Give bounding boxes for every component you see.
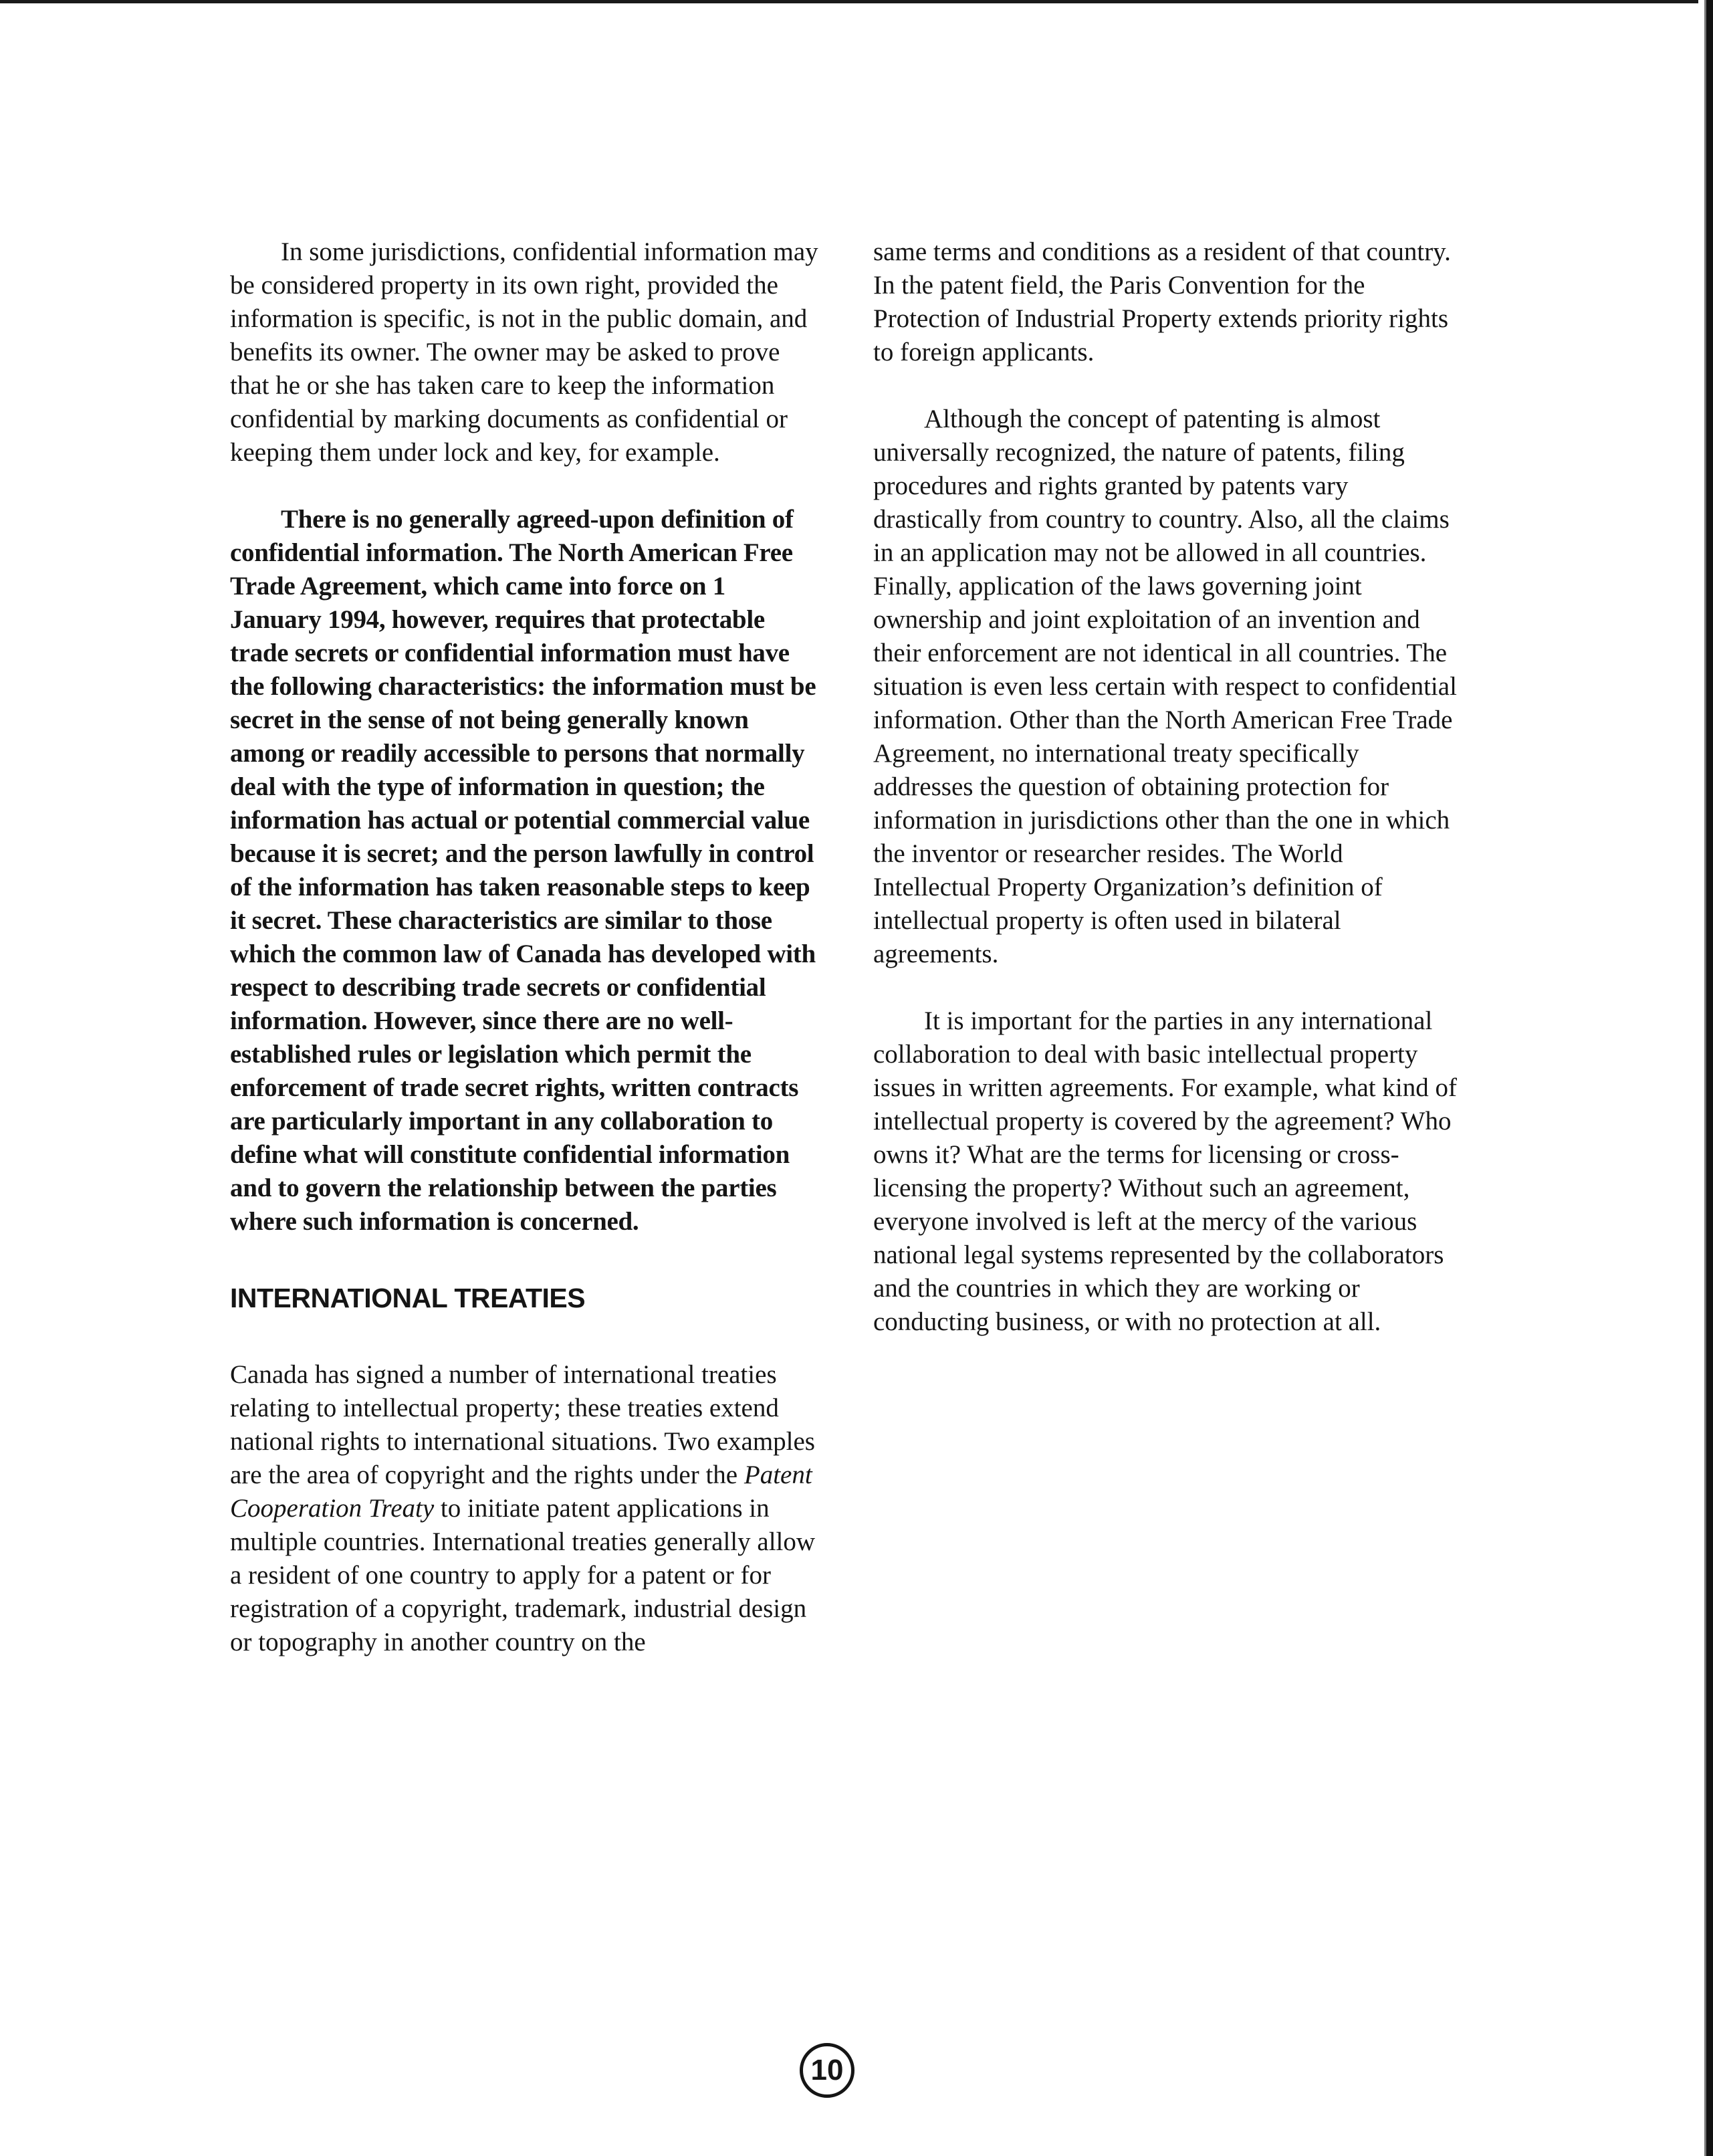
paragraph-text: Canada has signed a number of international treaties relating to intellectual property; these treaties extend national rights to international situations. Two examples are the area of copyright and the rights under the [230, 1360, 815, 1489]
paragraph-international-treaties [230, 1358, 818, 1659]
page-edge [1706, 0, 1713, 2156]
paragraph-patenting-concept: Although the concept of patenting is almost universally recognized, the nature of patents, filing procedures and rights granted by patents vary drastically from country to country. Also, all the claims in an application may not be allowed in all countries. Finally, application of the laws governing joint ownership and joint exploitation of an invention and their enforcement are not identical in all countries. The situation is even less certain with respect to confidential information. Other than the North American Free Trade Agreement, no international treaty specifically addresses the question of obtaining protection for information in jurisdictions other than the one in which the inventor or researcher resides. The World Intellectual Property Organization’s definition of intellectual property is often used in bilateral agreements. [873, 405, 1457, 968]
paragraph-written-agreements: It is important for the parties in any international collaboration to deal with basic intellectual property issues in written agreements. For example, what kind of intellectual property is covered by the agreement? Who owns it? What are the terms for licensing or cross-licensing the property? Without such an agreement, everyone involved is left at the mercy of the various national legal systems represented by the collaborators and the countries in which they are working or conducting business, or with no protection at all. [873, 1006, 1457, 1336]
paragraph-nafta-definition: There is no generally agreed-upon definition of confidential information. The North American Free Trade Agreement, which came into force on 1 January 1994, however, requires that protectable trade secrets or confidential information must have the following characteristics: the information must be secret in the sense of not being generally known among or readily accessible to persons that normally deal with the type of information in question; the information has actual or potential commercial value because it is secret; and the person lawfully in control of the information has taken reasonable steps to keep it secret. These characteristics are similar to those which the common law of Canada has developed with respect to describing trade secrets or confidential information. However, since there are no well-established rules or legislation which permit the enforcement of trade secret rights, written contracts are particularly important in any collaboration to define what will constitute confidential information and to govern the relationship between the parties where such information is concerned. [230, 505, 816, 1236]
paragraph-paris-convention: same terms and conditions as a resident of that country. In the patent field, the Paris Convention for the Protection of Industrial Property extends priority rights to foreign applicants. [873, 237, 1451, 366]
paragraph-confidential-property: In some jurisdictions, confidential information may be considered property in its own right, provided the information is specific, is not in the public domain, and benefits its owner. The owner may be asked to prove that he or she has taken care to keep the information confidential by marking documents as confidential or keeping them under lock and key, for example. [230, 237, 818, 467]
left-column [230, 235, 818, 1693]
paragraph-text: to initiate patent applications in multiple countries. International treaties generally allow a resident of one country to apply for a patent or for registration of a copyright, trademark, industrial design or topography in another country on the [230, 1494, 816, 1656]
right-column [873, 235, 1462, 1372]
page-number: 10 [800, 2043, 854, 2098]
section-heading: INTERNATIONAL TREATIES [230, 1283, 586, 1313]
treaty-name: Patent Cooperation Treaty [230, 1461, 812, 1523]
top-rule [0, 0, 1698, 3]
